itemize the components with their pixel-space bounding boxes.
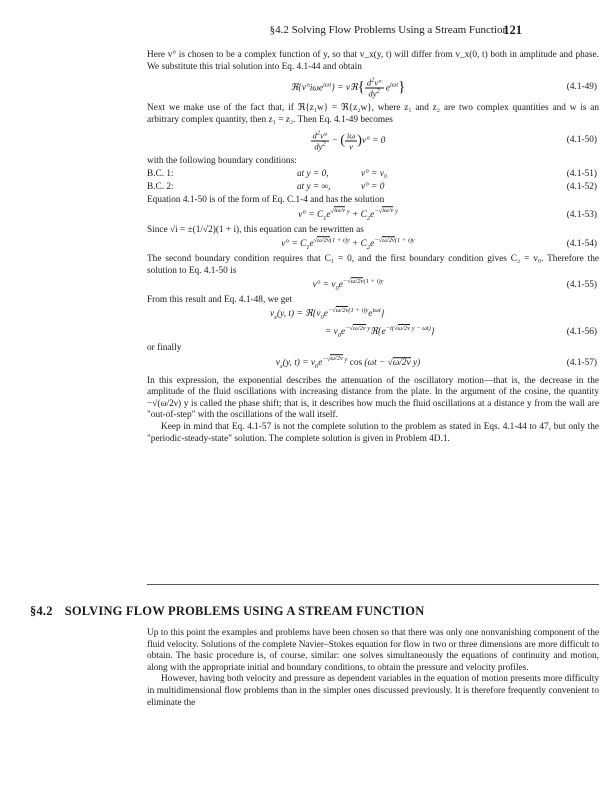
equation-number: (4.1-54) [566, 239, 597, 250]
equation-number: (4.1-53) [566, 209, 597, 220]
paragraph-complex-quantities: Next we make use of the fact that, if ℜ{z₁w} = ℜ{z₂w}, where z₁ and z₂ are two complex quantities and w is an arbitrary complex quantity, then z₁ = z₂. Then Eq. 4.1-49 becomes [147, 103, 599, 125]
equation-expression: $\frac{d^2v^\circ}{dy^2}$ − ( $\frac{i\omega}{\nu}$ )v° = 0 [312, 130, 386, 152]
equation-line-2: = $v_0e^{-√\omega/2\nu y}ℜ\{e^{-i(√\omega/2\nu y - \omega t)}\}$ [325, 324, 435, 339]
paragraph-up-to-this-point: Up to this point the examples and problems have been chosen so that there was only one nonvanishing component of the fluid velocity. Solutions of the complete Navier–Stokes equation for flow in two or three dimensions are more difficult to obtain. The basic procedure is, of course, similar: one solves simultaneously the equations of continuity and motion, along with the appropriate initial and boundary conditions, to obtain the pressure and velocity profiles. [147, 628, 599, 673]
equation-number: (4.1-56) [566, 326, 597, 337]
section-body [147, 628, 599, 709]
running-head-section: §4.2 Solving Flow Problems Using a Stream Function [269, 24, 508, 36]
equation-4-1-56 [147, 307, 599, 343]
bc-where: at y = 0, [297, 168, 329, 179]
bc-value: v° = 0 [361, 181, 385, 192]
bc-label: B.C. 1: [147, 168, 174, 179]
equation-line-1: $v_x(y$, $t) = ℜ\{v_0e^{-√\omega/2\nu(1 + i)y}e^{i\omega t}\}$ [270, 306, 385, 321]
equation-4-1-50 [147, 126, 599, 156]
section-divider [147, 584, 599, 585]
section-title: SOLVING FLOW PROBLEMS USING A STREAM FUNCTION [64, 604, 425, 618]
equation-number: (4.1-49) [566, 82, 597, 93]
equation-4-1-49 [147, 73, 599, 103]
body-text [147, 50, 599, 445]
equation-expression: $v^\circ = C_1e^{√\omega/2\nu(1 + i)y} + C_2e^{-√\omega/2\nu(1 + i)y}$ [281, 237, 415, 252]
equation-expression: $v_x(y$, $t) = v_0e^{-√\omega/2\nu y}$ cos (ωt − √ω/2ν y) [275, 355, 421, 370]
paragraph-keep-in-mind: Keep in mind that Eq. 4.1-57 is not the complete solution to the problem as stated in Eqs. 4.1-44 to 47, but only the "periodic-steady-state" solution. The complete solution is given in Problem 4D.1. [147, 421, 599, 444]
boundary-condition-1 [147, 169, 599, 181]
bc-value: v° = v₀ [361, 168, 388, 179]
paragraph-however: However, having both velocity and pressure as dependent variables in the equation of motion presents more difficulty in multidimensional flow problems than in the simpler ones discussed previously. It is therefore frequently convenient to eliminate the [147, 674, 599, 708]
page-number: 121 [503, 23, 522, 37]
equation-4-1-54 [147, 236, 599, 254]
equation-expression: $v^\circ = v_0e^{-√\omega/2\nu(1 + i)y}$ [312, 278, 384, 293]
equation-4-1-55 [147, 277, 599, 295]
paragraph-since-sqrt-i: Since √i = ±(1/√2)(1 + i), this equation can be rewritten as [147, 224, 364, 235]
boundary-condition-2 [147, 182, 599, 194]
paragraph-boundary-conditions: with the following boundary conditions: [147, 156, 297, 167]
equation-number: (4.1-57) [566, 357, 597, 368]
equation-expression: ℜ{v°iωe$^{i\omega t}$} = νℜ{ $\frac{d^2v^\circ}{dy^2}$ $e^{i\omega t}$} [290, 76, 406, 99]
paragraph-equation-form: Equation 4.1-50 is of the form of Eq. C.1-4 and has the solution [147, 194, 385, 205]
paragraph-or-finally: or finally [147, 342, 182, 353]
equation-4-1-57 [147, 355, 599, 373]
paragraph-from-result: From this result and Eq. 4.1-48, we get [147, 295, 293, 306]
equation-4-1-53 [147, 207, 599, 225]
bc-label: B.C. 2: [147, 181, 174, 192]
bc-where: at y = ∞, [297, 181, 331, 192]
paragraph-second-boundary: The second boundary condition requires that C₁ = 0, and the first boundary condition gives C₂ = v₀. Therefore the solution to Eq. 4.1-50 is [147, 254, 599, 276]
paragraph-attenuation: In this expression, the exponential describes the attenuation of the oscillatory motion—that is, the decrease in the amplitude of the fluid oscillations with increasing distance from the plate. In the argument of the cosine, the quantity −√(ω/2ν) y is called the phase shift; that is, it describes how much the fluid oscillations at a distance y from the wall are "out-of-step" with the oscillations of the wall itself. [147, 375, 599, 421]
section-heading [30, 604, 424, 619]
equation-expression: $v^\circ = C_1e^{√i\omega/\nu y} + C_2e^{-√i\omega/\nu y}$ [298, 207, 398, 222]
section-number: §4.2 [30, 604, 53, 618]
equation-number: (4.1-52) [566, 181, 597, 192]
equation-number: (4.1-51) [566, 168, 597, 179]
paragraph-trial-solution: Here v° is chosen to be a complex function of y, so that v_x(y, t) will differ from v_x(0, t) both in amplitude and phase. We substitute this trial solution into Eq. 4.1-44 and obtain [147, 50, 599, 72]
equation-number: (4.1-50) [566, 135, 597, 146]
equation-number: (4.1-55) [566, 280, 597, 291]
